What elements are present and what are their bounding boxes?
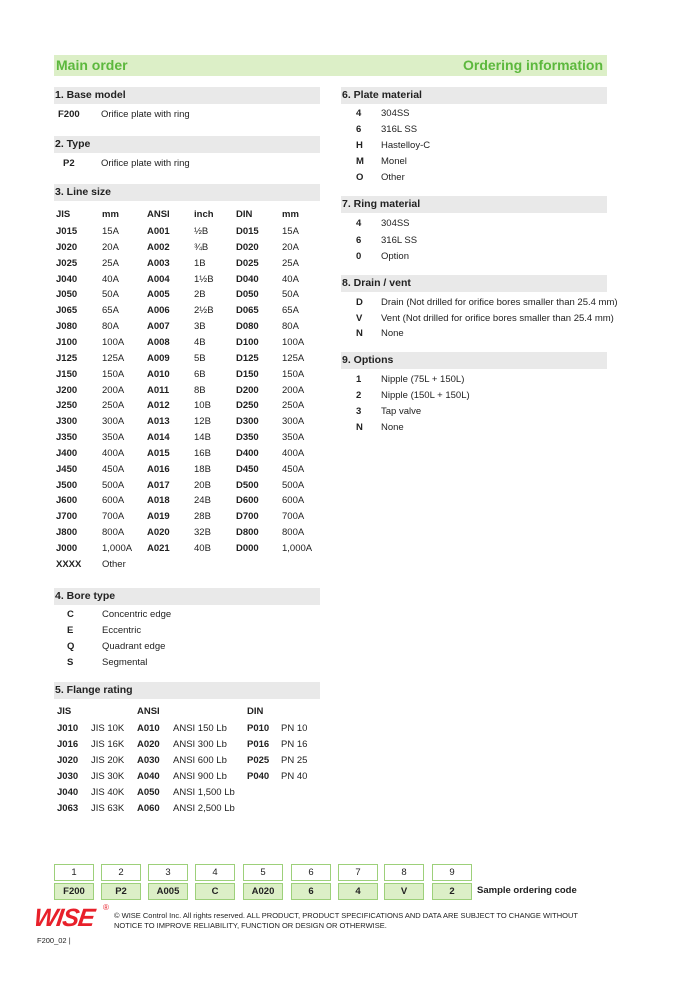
flange-rating-cell: PN 16 (281, 739, 308, 750)
option-code: 3 (356, 406, 362, 417)
line-size-cell: 100A (102, 336, 125, 348)
line-size-cell: D800 (236, 527, 259, 539)
line-size-col-header: mm (102, 209, 119, 220)
line-size-cell: J450 (56, 463, 78, 475)
drain-vent-desc: Drain (Not drilled for orifice bores smaller than 25.4 mm) (381, 297, 618, 308)
flange-rating-cell: J020 (57, 755, 79, 766)
line-size-cell: D450 (236, 463, 259, 475)
ring-material-code: 0 (356, 251, 362, 262)
flange-rating-cell: P010 (247, 723, 270, 734)
line-size-cell: 50A (102, 289, 119, 301)
line-size-cell: 16B (194, 447, 211, 459)
line-size-cell: J000 (56, 543, 78, 554)
sample-code-number: 9 (432, 864, 472, 881)
section-title: 6. Plate material (342, 89, 422, 101)
sample-code-number: 4 (195, 864, 235, 881)
line-size-cell: 800A (102, 527, 125, 539)
sample-code-value: 2 (432, 883, 472, 900)
line-size-cell: 15A (282, 226, 299, 237)
main-banner (54, 55, 607, 76)
line-size-cell: A017 (147, 479, 170, 491)
line-size-cell: D015 (236, 226, 259, 237)
ring-material-desc: Option (381, 251, 409, 262)
flange-rating-cell: JIS 16K (91, 739, 125, 750)
line-size-cell: A019 (147, 511, 170, 523)
ring-material-desc: 316L SS (381, 234, 418, 246)
section-title: 2. Type (55, 138, 91, 150)
line-size-cell: J040 (56, 273, 78, 285)
line-size-cell: D000 (236, 543, 259, 554)
sample-code-position (338, 864, 378, 900)
flange-rating-cell: A030 (137, 755, 160, 766)
wise-logo: WISE (32, 904, 96, 932)
flange-rating-cell: ANSI 300 Lb (173, 739, 227, 750)
sample-code-value: V (384, 883, 424, 900)
plate-material-desc: Hastelloy-C (381, 140, 431, 151)
sample-code-position (148, 864, 188, 900)
base-model-code: F200 (58, 109, 80, 120)
sample-code-number: 2 (101, 864, 141, 881)
flange-rating-cell: J030 (57, 771, 79, 782)
bore-type-code: E (67, 625, 74, 636)
line-size-cell: 1½B (194, 273, 214, 285)
sample-code-value: F200 (54, 883, 94, 900)
line-size-cell: 3B (194, 321, 206, 333)
sample-code-position (243, 864, 283, 900)
line-size-cell: J350 (56, 432, 78, 444)
drain-vent-desc: None (381, 328, 404, 339)
line-size-cell: 10B (194, 400, 211, 412)
line-size-cell: A008 (147, 336, 170, 348)
line-size-cell: 450A (102, 463, 125, 475)
line-size-cell: 20A (282, 241, 299, 253)
flange-rating-cell: ANSI 1,500 Lb (173, 787, 235, 798)
sample-code-position (101, 864, 141, 900)
line-size-cell: A016 (147, 463, 170, 475)
section-title: 4. Bore type (55, 590, 116, 602)
section-ring-material-header (341, 196, 607, 213)
base-model-desc: Orifice plate with ring (101, 109, 190, 120)
option-desc: Nipple (150L + 150L) (381, 390, 470, 401)
sample-code-value: 6 (291, 883, 331, 900)
line-size-cell: 5B (194, 352, 206, 364)
line-size-cell: 15A (102, 226, 119, 237)
line-size-cell: D100 (236, 336, 259, 348)
line-size-other-desc: Other (102, 559, 126, 570)
drain-vent-desc: Vent (Not drilled for orifice bores smaller than 25.4 mm) (381, 312, 614, 324)
line-size-cell: J100 (56, 336, 78, 348)
registered-mark: ® (103, 903, 109, 912)
line-size-cell: D080 (236, 321, 259, 333)
line-size-cell: 450A (282, 463, 305, 475)
line-size-cell: 150A (102, 368, 125, 380)
line-size-col-header: mm (282, 209, 299, 220)
line-size-cell: A020 (147, 527, 170, 539)
flange-rating-cell: JIS 30K (91, 771, 125, 782)
section-bore-type-header (54, 588, 320, 605)
line-size-cell: 80A (282, 321, 299, 333)
plate-material-desc: Other (381, 172, 405, 183)
flange-col-header: DIN (247, 706, 264, 717)
bore-type-desc: Segmental (102, 657, 148, 668)
plate-material-code: O (356, 172, 364, 183)
line-size-cell: 8B (194, 384, 206, 396)
flange-rating-cell: JIS 10K (91, 723, 125, 734)
line-size-cell: 20A (102, 241, 119, 253)
line-size-cell: 2B (194, 289, 206, 301)
section-type-header (54, 136, 320, 153)
line-size-cell: 40B (194, 543, 211, 554)
drain-vent-code: N (356, 328, 363, 339)
option-code: N (356, 422, 363, 433)
line-size-cell: D400 (236, 447, 259, 459)
line-size-cell: J125 (56, 352, 78, 364)
line-size-cell: ¾B (194, 241, 209, 253)
section-title: 5. Flange rating (55, 684, 133, 696)
line-size-cell: A014 (147, 432, 170, 444)
sample-code-value: P2 (101, 883, 141, 900)
line-size-cell: J800 (56, 527, 78, 539)
drain-vent-code: V (356, 312, 363, 324)
line-size-cell: 6B (194, 368, 206, 380)
ring-material-desc: 304SS (381, 218, 410, 229)
line-size-cell: 500A (282, 479, 305, 491)
line-size-cell: J300 (56, 416, 78, 428)
line-size-cell: 2½B (194, 305, 214, 317)
line-size-cell: 700A (102, 511, 125, 523)
type-code: P2 (63, 158, 75, 169)
line-size-cell: D250 (236, 400, 259, 412)
bore-type-desc: Concentric edge (102, 609, 172, 620)
type-desc: Orifice plate with ring (101, 158, 190, 169)
line-size-cell: 28B (194, 511, 211, 523)
flange-rating-cell: ANSI 2,500 Lb (173, 803, 235, 814)
line-size-cell: 25A (102, 257, 119, 269)
line-size-cell: A003 (147, 257, 170, 269)
line-size-cell: 25A (282, 257, 299, 269)
flange-col-header: JIS (57, 706, 72, 717)
line-size-cell: D020 (236, 241, 259, 253)
flange-rating-cell: P025 (247, 755, 270, 766)
section-title: 1. Base model (55, 89, 126, 101)
section-flange-rating-header (54, 682, 320, 699)
plate-material-desc: Monel (381, 156, 407, 167)
flange-rating-cell: J016 (57, 739, 79, 750)
line-size-cell: D125 (236, 352, 259, 364)
line-size-cell: A015 (147, 447, 170, 459)
line-size-cell: 40A (102, 273, 119, 285)
line-size-cell: D040 (236, 273, 259, 285)
ordering-info-title: Ordering information (463, 57, 603, 73)
option-desc: Tap valve (381, 406, 422, 417)
line-size-cell: J025 (56, 257, 78, 269)
line-size-cell: 18B (194, 463, 211, 475)
plate-material-code: M (356, 156, 364, 167)
plate-material-code: 4 (356, 108, 362, 119)
line-size-cell: A009 (147, 352, 170, 364)
sample-code-position (291, 864, 331, 900)
ring-material-code: 4 (356, 218, 362, 229)
line-size-cell: A018 (147, 495, 170, 507)
line-size-col-header: inch (194, 209, 214, 220)
flange-rating-cell: J063 (57, 803, 79, 814)
line-size-cell: A011 (147, 384, 170, 396)
section-base-model-header (54, 87, 320, 104)
line-size-cell: D350 (236, 432, 259, 444)
line-size-cell: 4B (194, 336, 206, 348)
line-size-cell: D150 (236, 368, 259, 380)
sample-code-number: 7 (338, 864, 378, 881)
section-drain-vent-header (341, 275, 607, 292)
line-size-cell: 1,000A (282, 543, 313, 554)
option-desc: Nipple (75L + 150L) (381, 374, 465, 385)
line-size-cell: D300 (236, 416, 259, 428)
line-size-cell: J020 (56, 241, 78, 253)
section-line-size-header (54, 184, 320, 201)
line-size-cell: 32B (194, 527, 211, 539)
sample-code-number: 5 (243, 864, 283, 881)
line-size-cell: 600A (282, 495, 305, 507)
line-size-cell: D700 (236, 511, 259, 523)
flange-rating-cell: P016 (247, 739, 270, 750)
line-size-cell: 1B (194, 257, 206, 269)
line-size-cell: D065 (236, 305, 259, 317)
line-size-cell: A012 (147, 400, 170, 412)
section-title: 3. Line size (55, 186, 112, 198)
line-size-cell: 125A (102, 352, 125, 364)
line-size-cell: 350A (102, 432, 125, 444)
line-size-cell: 350A (282, 432, 305, 444)
bore-type-desc: Eccentric (102, 625, 142, 636)
line-size-cell: 50A (282, 289, 299, 301)
line-size-cell: J250 (56, 400, 78, 412)
sample-code-position (384, 864, 424, 900)
sample-code-label: Sample ordering code (477, 885, 577, 896)
line-size-cell: 700A (282, 511, 305, 523)
section-plate-material-header (341, 87, 607, 104)
line-size-cell: J080 (56, 321, 78, 333)
page-code: F200_02 | (37, 936, 71, 945)
line-size-cell: 200A (102, 384, 125, 396)
line-size-cell: 14B (194, 432, 211, 444)
section-title: 8. Drain / vent (342, 277, 411, 289)
plate-material-code: H (356, 140, 363, 151)
line-size-cell: A005 (147, 289, 170, 301)
plate-material-desc: 304SS (381, 108, 410, 119)
flange-rating-cell: ANSI 900 Lb (173, 771, 227, 782)
line-size-col-header: JIS (56, 209, 71, 220)
line-size-cell: 65A (102, 305, 119, 317)
line-size-cell: ½B (194, 226, 209, 237)
line-size-cell: 40A (282, 273, 299, 285)
line-size-cell: 300A (282, 416, 305, 428)
line-size-cell: A002 (147, 241, 170, 253)
option-desc: None (381, 422, 404, 433)
line-size-cell: 80A (102, 321, 119, 333)
sample-code-number: 3 (148, 864, 188, 881)
sample-code-value: 4 (338, 883, 378, 900)
line-size-cell: A007 (147, 321, 170, 333)
line-size-cell: 500A (102, 479, 125, 491)
drain-vent-code: D (356, 297, 363, 308)
line-size-cell: J500 (56, 479, 78, 491)
line-size-cell: 100A (282, 336, 305, 348)
line-size-cell: D025 (236, 257, 259, 269)
flange-rating-cell: J010 (57, 723, 79, 734)
flange-rating-cell: JIS 63K (91, 803, 125, 814)
line-size-cell: D200 (236, 384, 259, 396)
line-size-cell: J150 (56, 368, 78, 380)
line-size-cell: 600A (102, 495, 125, 507)
line-size-cell: D050 (236, 289, 259, 301)
bore-type-code: C (67, 609, 74, 620)
flange-rating-cell: PN 10 (281, 723, 308, 734)
flange-rating-cell: A010 (137, 723, 160, 734)
flange-rating-cell: ANSI 150 Lb (173, 723, 227, 734)
bore-type-desc: Quadrant edge (102, 641, 166, 652)
line-size-cell: J015 (56, 226, 78, 237)
line-size-cell: 400A (102, 447, 125, 459)
sample-code-number: 8 (384, 864, 424, 881)
section-title: 7. Ring material (342, 198, 421, 210)
line-size-cell: A010 (147, 368, 170, 380)
line-size-cell: J050 (56, 289, 78, 301)
flange-rating-cell: A060 (137, 803, 160, 814)
ring-material-code: 6 (356, 234, 362, 246)
sample-code-position (54, 864, 94, 900)
line-size-cell: A021 (147, 543, 170, 554)
line-size-cell: 12B (194, 416, 211, 428)
sample-code-number: 1 (54, 864, 94, 881)
line-size-cell: 250A (282, 400, 305, 412)
main-order-title: Main order (56, 57, 128, 73)
line-size-cell: 300A (102, 416, 125, 428)
line-size-cell: 20B (194, 479, 211, 491)
line-size-cell: D600 (236, 495, 259, 507)
line-size-cell: 1,000A (102, 543, 133, 554)
flange-rating-cell: A050 (137, 787, 160, 798)
flange-rating-cell: JIS 40K (91, 787, 125, 798)
bore-type-code: S (67, 657, 74, 668)
flange-rating-cell: P040 (247, 771, 270, 782)
flange-rating-cell: A040 (137, 771, 160, 782)
line-size-cell: 24B (194, 495, 211, 507)
plate-material-desc: 316L SS (381, 124, 418, 135)
flange-rating-cell: JIS 20K (91, 755, 125, 766)
section-title: 9. Options (342, 354, 394, 366)
line-size-cell: 65A (282, 305, 299, 317)
flange-col-header: ANSI (137, 706, 160, 717)
bore-type-code: Q (67, 641, 75, 652)
sample-code-value: A005 (148, 883, 188, 900)
flange-rating-cell: A020 (137, 739, 160, 750)
line-size-cell: J700 (56, 511, 78, 523)
flange-rating-cell: ANSI 600 Lb (173, 755, 227, 766)
sample-code-number: 6 (291, 864, 331, 881)
line-size-cell: A004 (147, 273, 170, 285)
line-size-cell: 800A (282, 527, 305, 539)
flange-rating-cell: PN 25 (281, 755, 308, 766)
line-size-cell: J400 (56, 447, 78, 459)
line-size-col-header: ANSI (147, 209, 170, 220)
line-size-col-header: DIN (236, 209, 253, 220)
option-code: 2 (356, 390, 362, 401)
line-size-cell: A001 (147, 226, 170, 237)
flange-rating-cell: PN 40 (281, 771, 308, 782)
sample-code-value: A020 (243, 883, 283, 900)
plate-material-code: 6 (356, 124, 362, 135)
line-size-cell: J065 (56, 305, 78, 317)
option-code: 1 (356, 374, 362, 385)
line-size-cell: 125A (282, 352, 305, 364)
copyright-notice: © WISE Control Inc. All rights reserved. ALL PRODUCT, PRODUCT SPECIFICATIONS AND DATA ARE SUBJECT TO CHANGE WITHOUT NOTICE TO IMPROVE RELIABILITY, FUNCTION OR DESIGN OR OTHERWISE. (114, 911, 578, 930)
sample-code-position (432, 864, 472, 900)
line-size-cell: A006 (147, 305, 170, 317)
sample-code-value: C (195, 883, 235, 900)
line-size-cell: 150A (282, 368, 305, 380)
line-size-cell: D500 (236, 479, 259, 491)
line-size-cell: J200 (56, 384, 78, 396)
sample-code-position (195, 864, 235, 900)
line-size-cell: 400A (282, 447, 305, 459)
section-options-header (341, 352, 607, 369)
flange-rating-cell: J040 (57, 787, 79, 798)
line-size-cell: 200A (282, 384, 305, 396)
line-size-cell: A013 (147, 416, 170, 428)
line-size-other-code: XXXX (56, 559, 82, 570)
line-size-cell: J600 (56, 495, 78, 507)
line-size-cell: 250A (102, 400, 125, 412)
